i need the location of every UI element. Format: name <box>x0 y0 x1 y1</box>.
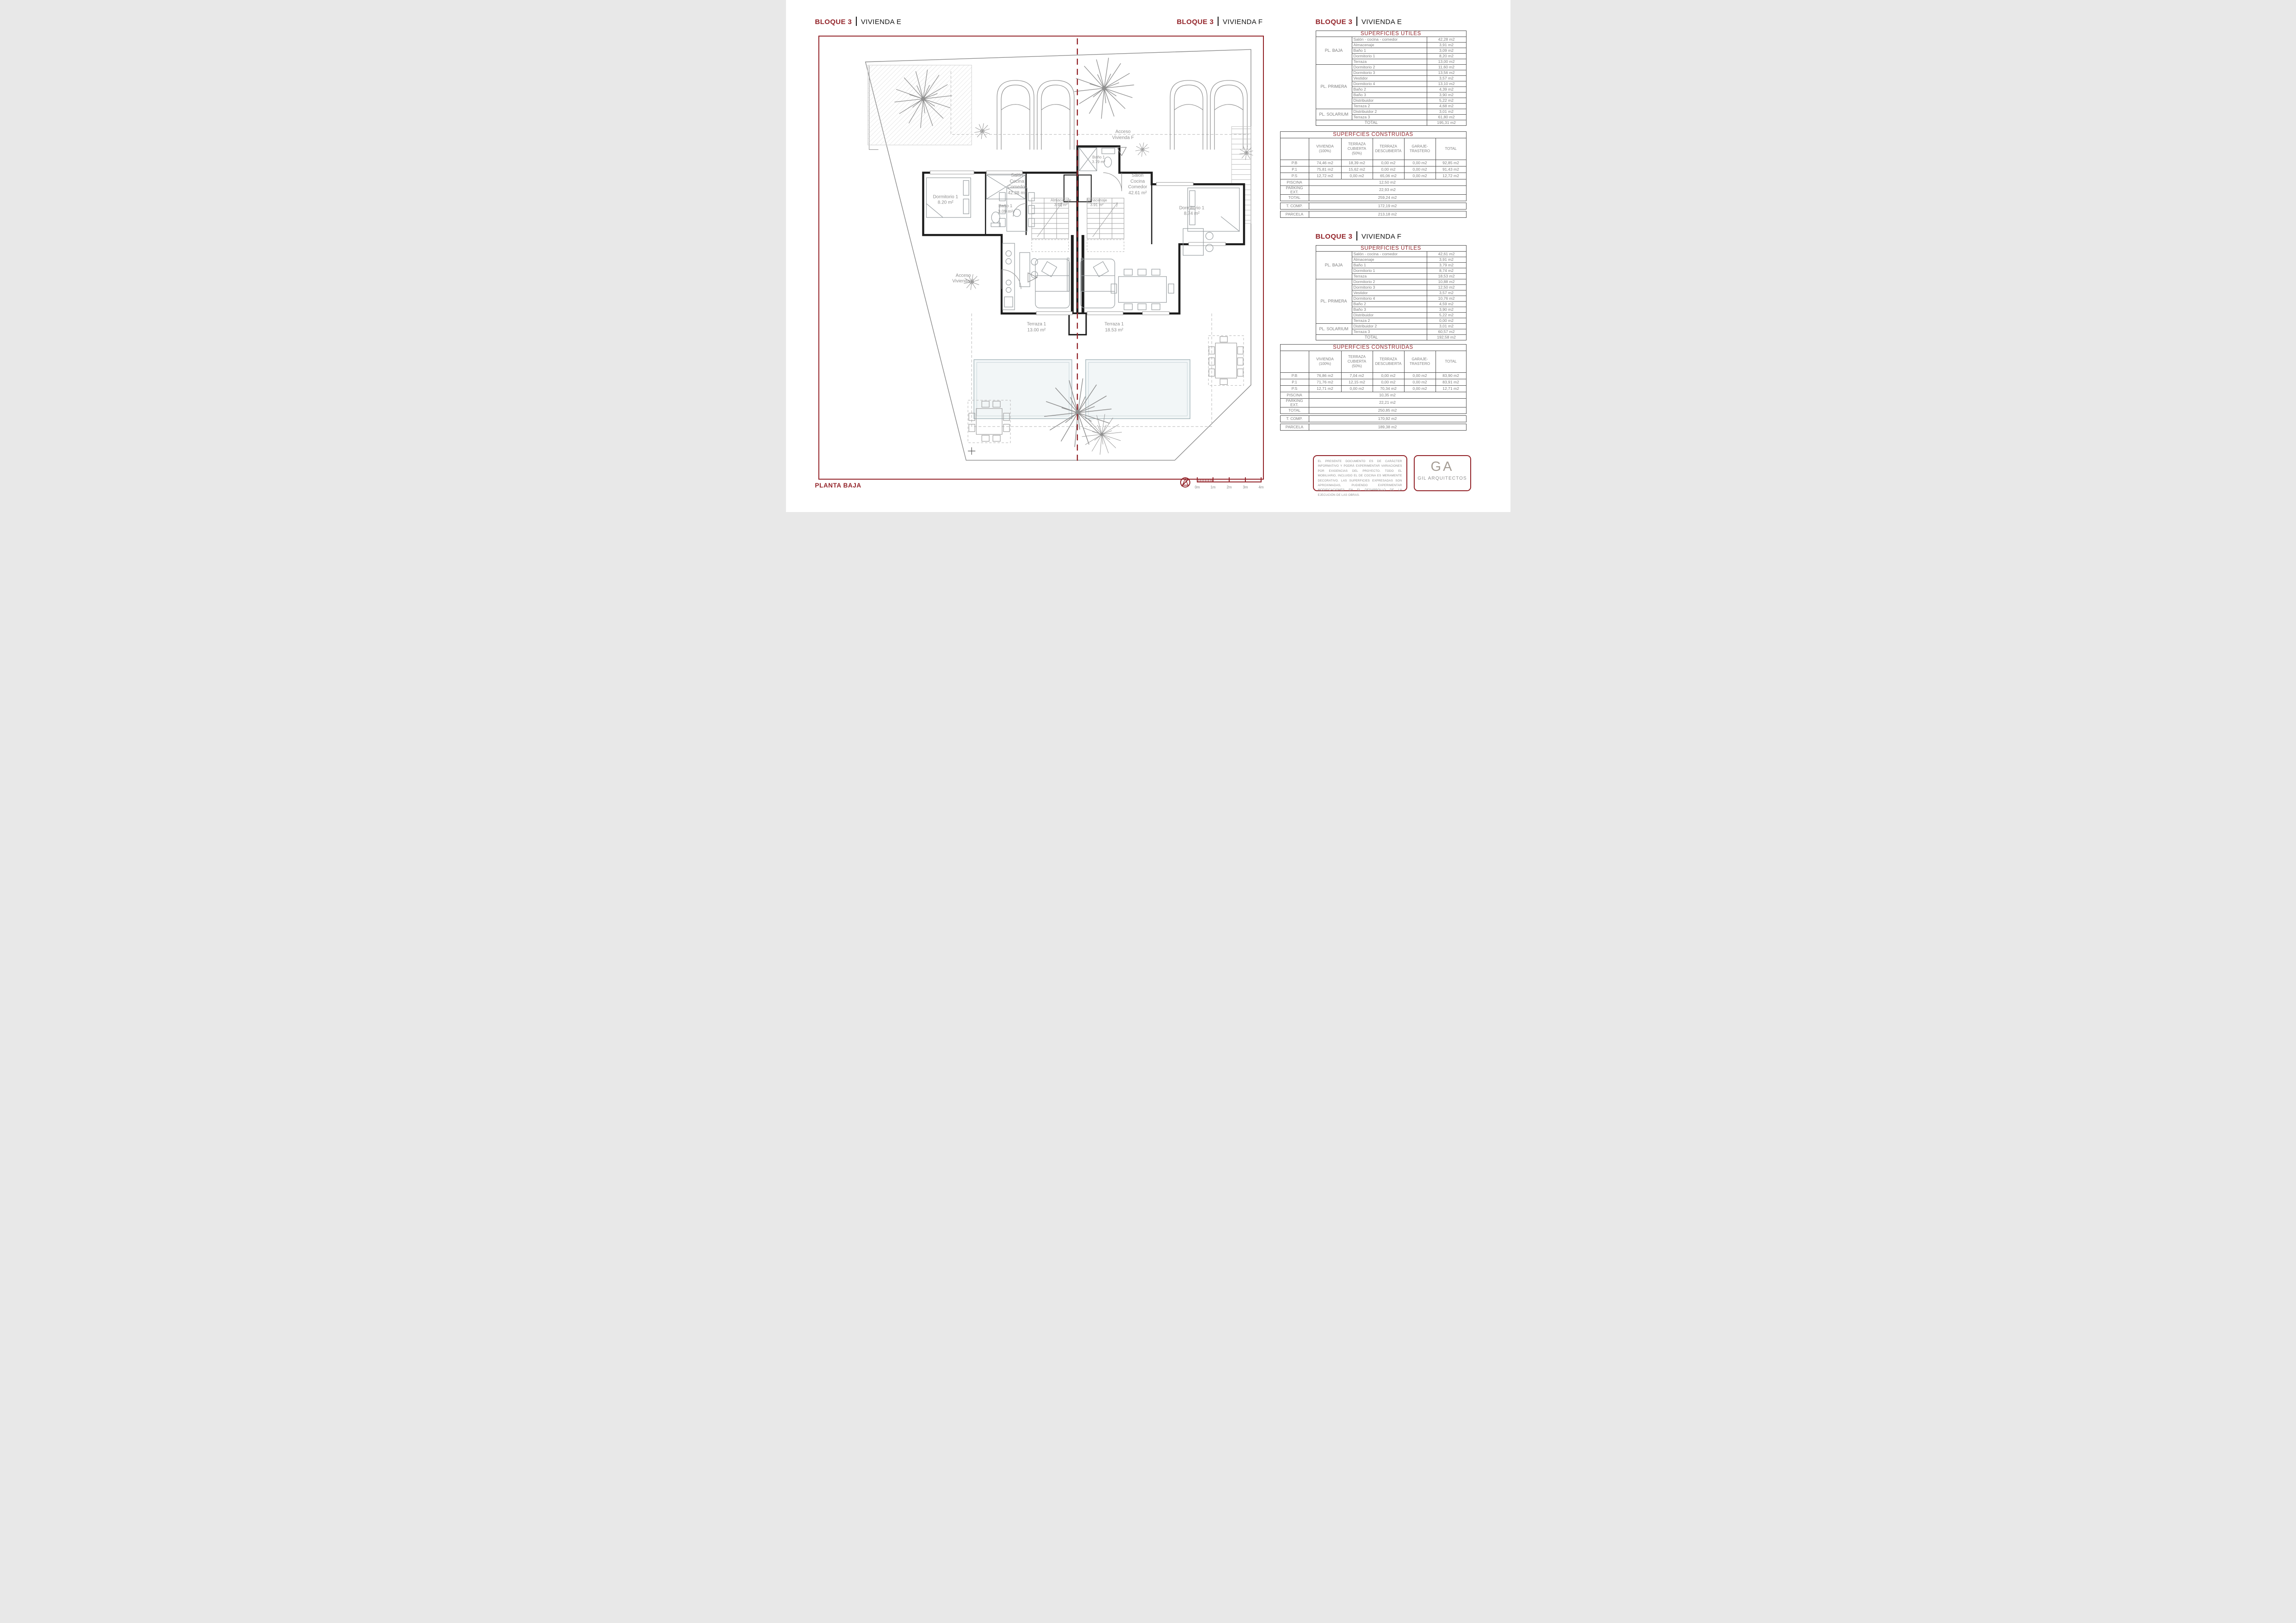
table-cell: Dormitorio 1 <box>1352 268 1427 274</box>
label-line: Baño 1 <box>1092 154 1105 160</box>
table-cell: P.S <box>1280 173 1309 179</box>
table-cell: 259,24 m2 <box>1309 194 1466 201</box>
table-cell: 4,68 m2 <box>1427 104 1466 109</box>
header-divider <box>856 17 857 26</box>
table-cell: 250,85 m2 <box>1309 407 1466 413</box>
label-line: Vivienda F <box>1112 135 1134 141</box>
room-terraza1-f <box>1104 322 1124 333</box>
label-line: 18.53 m² <box>1105 327 1123 333</box>
label-line: Vivienda E <box>952 278 974 284</box>
table-cell: Terraza 3 <box>1352 115 1427 120</box>
header-vivienda-e <box>815 17 902 26</box>
utiles-table-e <box>1316 31 1467 126</box>
table-cell: GARAJE-TRASTERO <box>1404 138 1436 160</box>
table-cell: 0,00 m2 <box>1427 318 1466 324</box>
table-row <box>1280 138 1466 160</box>
table-cell: Baño 2 <box>1352 302 1427 307</box>
table-cell: 192,58 m2 <box>1427 335 1466 340</box>
table-row <box>1316 279 1466 285</box>
acceso-vivienda-f <box>1112 130 1134 141</box>
label-line: Salón <box>1011 173 1023 179</box>
table-cell: 11,60 m2 <box>1427 65 1466 70</box>
table-cell: 70,34 m2 <box>1373 386 1404 392</box>
label-line: Terraza 1 <box>1104 321 1124 327</box>
table-row <box>1280 179 1466 186</box>
table-cell: 8,20 m2 <box>1427 54 1466 59</box>
label-line: Dormitorio 1 <box>1179 205 1205 211</box>
table-cell: TERRAZA CUBIERTA (50%) <box>1341 351 1373 373</box>
room-almacenaje-f <box>1087 197 1107 207</box>
label-line: Comedor <box>1128 185 1147 190</box>
table-row <box>1280 373 1466 379</box>
table-row <box>1316 324 1466 329</box>
table-cell: 91,43 m2 <box>1436 167 1466 173</box>
table-cell: PL. PRIMERA <box>1316 65 1352 109</box>
table-cell: 0,00 m2 <box>1404 379 1436 386</box>
table-cell: P.1 <box>1280 379 1309 386</box>
table-cell: 60,57 m2 <box>1427 329 1466 335</box>
table-cell: Vestidor <box>1352 290 1427 296</box>
table-cell: Dormitorio 4 <box>1352 81 1427 87</box>
table-cell: TOTAL <box>1316 120 1427 126</box>
header-block-label: BLOQUE 3 <box>1176 18 1214 26</box>
disclaimer-box: EL PRESENTE DOCUMENTO ES DE CARÁCTER INFORMATIVO Y PODRÁ EXPERIMENTAR VARIACIONES POR EXIGENCIAS DEL PROYECTO. TODO EL MOBILIARIO, INCLUIDO EL DE COCINA ES MERAMENTE DECORATIVO. LAS SUPERFICIES EXPRESADAS SON APROXIMADAS, PUDIENDO EXPERIMENTAR MODIFICACIONES EN EL DESARROLLO DE LA EJECUCIÓN DE LAS OBRAS. <box>1313 455 1407 491</box>
label-line: Comedor <box>1007 185 1027 190</box>
label-line: Salón <box>1132 173 1144 179</box>
table-cell: 3,90 m2 <box>1427 93 1466 98</box>
table-cell: 76,86 m2 <box>1309 373 1341 379</box>
table-cell: 5,22 m2 <box>1427 98 1466 104</box>
table-row <box>1280 386 1466 392</box>
table-cell: PL. SOLARIUM <box>1316 109 1352 120</box>
svg-text:0m: 0m <box>1194 485 1200 489</box>
table-cell: Salón - cocina - comedor <box>1352 252 1427 257</box>
ruler-labels <box>1194 485 1263 489</box>
label-line: 42.61 m² <box>1128 190 1147 196</box>
room-bano1-e <box>998 204 1013 215</box>
table-cell: Baño 3 <box>1352 93 1427 98</box>
table-row <box>1316 120 1466 126</box>
table-row <box>1316 252 1466 257</box>
label-line: Baño 1 <box>998 203 1013 209</box>
table-cell: Baño 3 <box>1352 307 1427 313</box>
table-cell: 92,85 m2 <box>1436 160 1466 167</box>
table-cell: T. COMP. <box>1280 203 1309 209</box>
table-cell: P.1 <box>1280 167 1309 173</box>
plan-sheet-page <box>786 0 1510 512</box>
logo-initials: GA <box>1430 459 1454 474</box>
table-row <box>1280 399 1466 407</box>
table-cell: 3,79 m2 <box>1427 263 1466 268</box>
label-line: 3.91 m² <box>1090 202 1104 207</box>
room-dormitorio1-f <box>1179 205 1204 217</box>
floor-plan-frame <box>818 36 1264 480</box>
label-line: 3.91 m² <box>1054 202 1068 207</box>
table-cell: 12,15 m2 <box>1341 379 1373 386</box>
table-cell: Distribuidor 2 <box>1352 109 1427 115</box>
table-cell: 4,39 m2 <box>1427 87 1466 93</box>
header-unit-label: VIVIENDA F <box>1222 18 1263 26</box>
table-cell: PL. BAJA <box>1316 252 1352 279</box>
header-block-label: BLOQUE 3 <box>815 18 852 26</box>
table-cell: 3,01 m2 <box>1427 324 1466 329</box>
label-line: Terraza 1 <box>1027 321 1046 327</box>
table-row <box>1280 345 1466 351</box>
table-cell: 83,91 m2 <box>1436 379 1466 386</box>
table-cell: 18,39 m2 <box>1341 160 1373 167</box>
ruler <box>1197 477 1262 482</box>
header-vivienda-f <box>1165 17 1263 26</box>
table-row <box>1316 31 1466 37</box>
table-row <box>1280 132 1466 138</box>
utiles-table-f <box>1316 245 1467 340</box>
table-cell: 74,46 m2 <box>1309 160 1341 167</box>
table-cell: 12,72 m2 <box>1436 173 1466 179</box>
section-title-divider <box>1356 231 1357 241</box>
table-row <box>1280 203 1466 209</box>
table-cell <box>1280 138 1309 160</box>
table-cell: PISCINA <box>1280 179 1309 186</box>
label-line: 13.00 m² <box>1027 327 1046 333</box>
table-row <box>1280 194 1466 201</box>
table-cell: 12,72 m2 <box>1309 173 1341 179</box>
table-cell: Terraza <box>1352 274 1427 279</box>
table-cell: 3,01 m2 <box>1427 109 1466 115</box>
table-cell: 12,50 m2 <box>1427 285 1466 290</box>
table-cell: 8,74 m2 <box>1427 268 1466 274</box>
svg-text:1m: 1m <box>1210 485 1216 489</box>
label-line: 42.28 m² <box>1008 190 1026 196</box>
table-cell: TOTAL <box>1436 351 1466 373</box>
table-cell: Baño 1 <box>1352 48 1427 54</box>
table-cell: TERRAZA CUBIERTA (50%) <box>1341 138 1373 160</box>
table-cell: 7,04 m2 <box>1341 373 1373 379</box>
table-cell: 0,00 m2 <box>1341 386 1373 392</box>
table-row <box>1280 379 1466 386</box>
table-row <box>1280 211 1466 217</box>
table-cell: TOTAL <box>1280 407 1309 413</box>
label-line: 3.09 m² <box>998 209 1013 214</box>
table-cell: 0,00 m2 <box>1404 373 1436 379</box>
label-line: Almacenaje <box>1050 197 1071 202</box>
table-cell: TERRAZA DESCUBIERTA <box>1373 351 1404 373</box>
table-cell: 13,00 m2 <box>1427 59 1466 65</box>
label-line: 8.20 m² <box>937 200 953 205</box>
table-cell: P.B <box>1280 160 1309 167</box>
plan-room-labels <box>819 37 1263 479</box>
construidas-table-f <box>1280 344 1467 431</box>
label-line: Almacenaje <box>1086 197 1108 202</box>
table-row <box>1280 424 1466 430</box>
table-cell: VIVIENDA (100%) <box>1309 351 1341 373</box>
table-cell: TERRAZA DESCUBIERTA <box>1373 138 1404 160</box>
table-cell: 189,38 m2 <box>1309 424 1466 430</box>
table-cell: 15,62 m2 <box>1341 167 1373 173</box>
table-cell: Distribuidor <box>1352 313 1427 318</box>
table-cell: TOTAL <box>1316 335 1427 340</box>
label-line: 3.79 m² <box>1092 159 1106 164</box>
table-cell: 22,93 m2 <box>1309 186 1466 195</box>
table-cell: 71,76 m2 <box>1309 379 1341 386</box>
room-almacenaje-e <box>1051 197 1071 207</box>
table-cell: 213,18 m2 <box>1309 211 1466 217</box>
table-cell: 3,90 m2 <box>1427 307 1466 313</box>
table-cell: 3,91 m2 <box>1427 43 1466 48</box>
table-cell: Terraza 3 <box>1352 329 1427 335</box>
table-cell: Almacenaje <box>1352 257 1427 263</box>
room-salon-e <box>1008 173 1027 196</box>
table-cell: TOTAL <box>1436 138 1466 160</box>
table-cell <box>1280 351 1309 373</box>
label-line: Cocina <box>1130 179 1145 184</box>
table-cell: Dormitorio 3 <box>1352 70 1427 76</box>
svg-text:3m: 3m <box>1242 485 1248 489</box>
section-block-label: BLOQUE 3 <box>1315 18 1353 26</box>
label-line: Cocina <box>1009 179 1024 184</box>
table-cell: 0,00 m2 <box>1373 379 1404 386</box>
table-row <box>1316 65 1466 70</box>
table-cell: 10,76 m2 <box>1427 296 1466 302</box>
plan-title: PLANTA BAJA <box>815 482 861 489</box>
table-cell: Distribuidor 2 <box>1352 324 1427 329</box>
table-cell: 0,00 m2 <box>1404 160 1436 167</box>
table-cell: 12,50 m2 <box>1309 179 1466 186</box>
scale-bar-graphic <box>1178 476 1271 492</box>
table-cell: 170,92 m2 <box>1309 415 1466 422</box>
table-cell: TOTAL <box>1280 194 1309 201</box>
table-cell: 13,10 m2 <box>1427 81 1466 87</box>
table-cell: PARCELA <box>1280 211 1309 217</box>
table-row <box>1280 167 1466 173</box>
table-cell: 3,09 m2 <box>1427 48 1466 54</box>
section-title-e <box>1316 17 1402 26</box>
table-cell: PL. BAJA <box>1316 37 1352 65</box>
table-row <box>1316 37 1466 43</box>
architect-logo <box>1414 455 1471 491</box>
table-cell: 0,00 m2 <box>1373 373 1404 379</box>
table-cell: Almacenaje <box>1352 43 1427 48</box>
table-cell: PARKING EXT. <box>1280 186 1309 195</box>
table-row <box>1280 407 1466 413</box>
room-terraza1-e <box>1027 322 1046 333</box>
table-row <box>1316 335 1466 340</box>
table-cell: 3,57 m2 <box>1427 76 1466 81</box>
table-cell: Distribuidor <box>1352 98 1427 104</box>
table-cell: PARCELA <box>1280 424 1309 430</box>
table-cell: SUPERFICIES ÚTILES <box>1316 246 1466 252</box>
table-cell: Terraza 2 <box>1352 104 1427 109</box>
table-row <box>1280 173 1466 179</box>
table-cell: 3,91 m2 <box>1427 257 1466 263</box>
table-cell: 10,88 m2 <box>1427 279 1466 285</box>
table-row <box>1316 109 1466 115</box>
section-unit-label: VIVIENDA E <box>1361 18 1402 26</box>
table-cell: 42,28 m2 <box>1427 37 1466 43</box>
table-cell: 0,00 m2 <box>1404 167 1436 173</box>
table-cell: PISCINA <box>1280 392 1309 399</box>
table-cell: T. COMP. <box>1280 415 1309 422</box>
table-cell: 42,61 m2 <box>1427 252 1466 257</box>
header-unit-label: VIVIENDA E <box>860 18 902 26</box>
label-line: Acceso <box>1115 129 1131 135</box>
scale-bar <box>1178 476 1271 494</box>
table-cell: Salón - cocina - comedor <box>1352 37 1427 43</box>
table-cell: 22,21 m2 <box>1309 399 1466 407</box>
table-cell: PL. SOLARIUM <box>1316 324 1352 335</box>
table-cell: P.S <box>1280 386 1309 392</box>
table-cell: Terraza <box>1352 59 1427 65</box>
table-cell: Terraza 2 <box>1352 318 1427 324</box>
svg-text:4m: 4m <box>1258 485 1264 489</box>
table-cell: Vestidor <box>1352 76 1427 81</box>
table-cell: 5,22 m2 <box>1427 313 1466 318</box>
label-line: Dormitorio 1 <box>933 194 959 200</box>
table-row <box>1316 246 1466 252</box>
table-cell: Dormitorio 3 <box>1352 285 1427 290</box>
table-cell: 0,00 m2 <box>1404 173 1436 179</box>
table-cell: 4,59 m2 <box>1427 302 1466 307</box>
table-cell: Dormitorio 2 <box>1352 279 1427 285</box>
table-cell: 0,00 m2 <box>1373 167 1404 173</box>
table-cell: SUPERFICIES ÚTILES <box>1316 31 1466 37</box>
table-cell: 195,31 m2 <box>1427 120 1466 126</box>
table-row <box>1280 415 1466 422</box>
table-row <box>1280 392 1466 399</box>
label-line: 8.74 m² <box>1184 211 1200 216</box>
table-cell: 0,00 m2 <box>1341 173 1373 179</box>
label-line: Acceso <box>955 273 971 278</box>
section-block-label: BLOQUE 3 <box>1315 233 1353 241</box>
table-cell: 12,71 m2 <box>1436 386 1466 392</box>
table-cell: 0,00 m2 <box>1404 386 1436 392</box>
north-icon <box>1181 478 1190 487</box>
table-cell: 10,35 m2 <box>1309 392 1466 399</box>
room-bano1-f <box>1092 154 1105 164</box>
table-cell: 61,80 m2 <box>1427 115 1466 120</box>
table-cell: 172,19 m2 <box>1309 203 1466 209</box>
table-row <box>1280 160 1466 167</box>
logo-name: GIL ARQUITECTOS <box>1417 476 1467 481</box>
acceso-vivienda-e <box>952 273 974 284</box>
section-unit-label: VIVIENDA F <box>1361 233 1402 241</box>
table-cell: 18,53 m2 <box>1427 274 1466 279</box>
table-cell: 3,57 m2 <box>1427 290 1466 296</box>
table-cell: VIVIENDA (100%) <box>1309 138 1341 160</box>
table-cell: GARAJE-TRASTERO <box>1404 351 1436 373</box>
room-dormitorio1-e <box>933 194 958 206</box>
svg-text:2m: 2m <box>1226 485 1232 489</box>
table-cell: 13,56 m2 <box>1427 70 1466 76</box>
table-cell: PARKING EXT. <box>1280 399 1309 407</box>
table-cell: Dormitorio 4 <box>1352 296 1427 302</box>
table-cell: Dormitorio 1 <box>1352 54 1427 59</box>
table-cell: Dormitorio 2 <box>1352 65 1427 70</box>
table-cell: 65,06 m2 <box>1373 173 1404 179</box>
table-cell: SUPERFCIES CONSTRUIDAS <box>1280 345 1466 351</box>
room-salon-f <box>1128 173 1147 196</box>
construidas-table-e <box>1280 131 1467 218</box>
table-cell: PL. PRIMERA <box>1316 279 1352 324</box>
table-cell: 75,81 m2 <box>1309 167 1341 173</box>
table-row <box>1280 186 1466 195</box>
table-cell: Baño 1 <box>1352 263 1427 268</box>
table-cell: SUPERFCIES CONSTRUIDAS <box>1280 132 1466 138</box>
table-row <box>1280 351 1466 373</box>
table-cell: 12,71 m2 <box>1309 386 1341 392</box>
header-divider <box>1218 17 1219 26</box>
table-cell: 0,00 m2 <box>1373 160 1404 167</box>
section-title-f <box>1316 231 1402 241</box>
table-cell: 83,90 m2 <box>1436 373 1466 379</box>
table-cell: P.B <box>1280 373 1309 379</box>
section-title-divider <box>1356 17 1357 26</box>
table-cell: Baño 2 <box>1352 87 1427 93</box>
